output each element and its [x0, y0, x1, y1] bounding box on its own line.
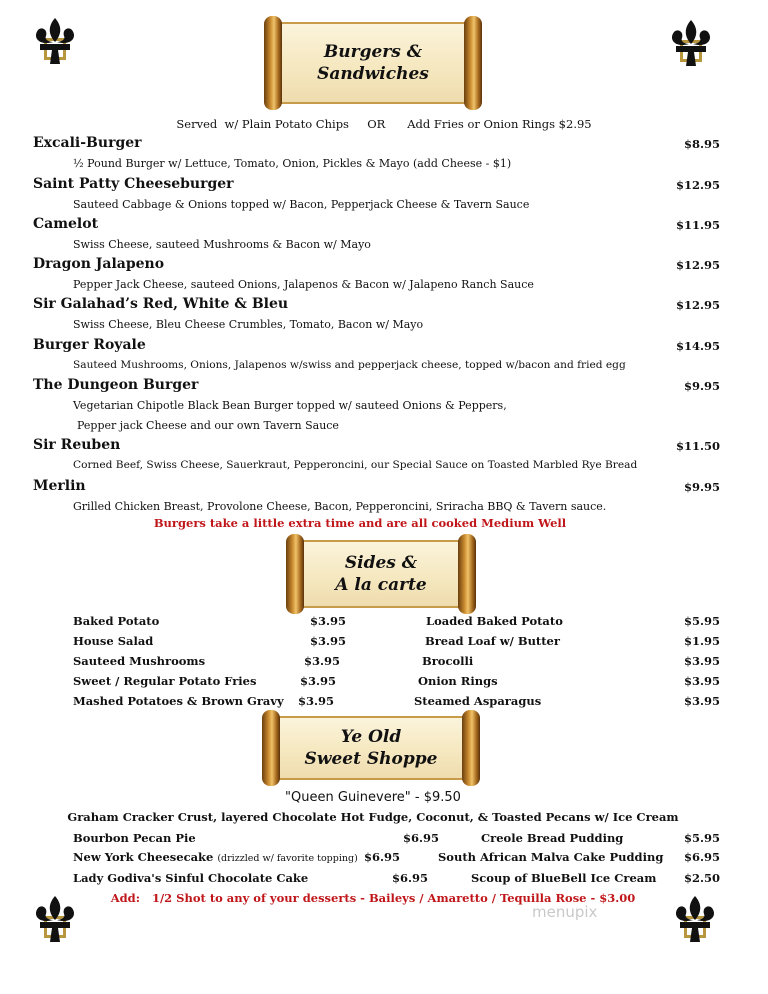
dessert-addon-note: Add: 1/2 Shot to any of your desserts - Baileys / Amaretto / Tequilla Rose - $3.00 — [110, 891, 636, 905]
dessert-item-price: $6.95 — [683, 850, 720, 864]
menu-item-price: $12.95 — [675, 178, 720, 192]
dessert-item-price: $6.95 — [364, 850, 401, 864]
dessert-item-price: $6.95 — [403, 831, 440, 845]
section-title-line: Burgers & — [323, 42, 423, 62]
menu-item-price: $9.95 — [683, 480, 720, 494]
menu-item-name: The Dungeon Burger — [33, 377, 199, 393]
menu-item-desc: Swiss Cheese, Bleu Cheese Crumbles, Tomato, Bacon w/ Mayo — [73, 318, 424, 331]
menu-item-price: $12.95 — [675, 298, 720, 312]
menu-item-desc: ½ Pound Burger w/ Lettuce, Tomato, Onion, Pickles & Mayo (add Cheese - $1) — [73, 157, 512, 170]
menu-item-name: Sir Reuben — [33, 437, 121, 453]
menu-item-name: Merlin — [33, 478, 86, 494]
side-item-price: $3.95 — [304, 654, 341, 668]
dessert-item-name: Lady Godiva's Sinful Chocolate Cake — [73, 871, 309, 885]
side-item-price: $1.95 — [683, 634, 720, 648]
dessert-item-name: New York Cheesecake (drizzled w/ favorite topping) — [73, 850, 358, 864]
side-item-name: Sweet / Regular Potato Fries — [73, 674, 257, 688]
menu-item-name: Dragon Jalapeno — [33, 256, 165, 272]
menu-item-name: Saint Patty Cheeseburger — [33, 176, 234, 192]
side-item-name: Sauteed Mushrooms — [73, 654, 206, 668]
side-item-name: House Salad — [73, 634, 154, 648]
side-item-price: $3.95 — [683, 694, 720, 708]
dessert-item-name: South African Malva Cake Pudding — [438, 850, 664, 864]
menu-item-desc: Vegetarian Chipotle Black Bean Burger topped w/ sauteed Onions & Peppers, — [73, 399, 507, 412]
feature-dessert-title: "Queen Guinevere" - $9.50 — [285, 790, 461, 805]
menu-item-name: Sir Galahad’s Red, White & Bleu — [33, 296, 289, 312]
feature-dessert-desc: Graham Cracker Crust, layered Chocolate Hot Fudge, Coconut, & Toasted Pecans w/ Ice Cream — [67, 810, 679, 824]
side-item-name: Loaded Baked Potato — [426, 614, 563, 628]
watermark: menupix — [532, 903, 598, 921]
section-title — [316, 534, 446, 614]
section-title-line: Sandwiches — [317, 64, 429, 84]
menu-item-desc: Grilled Chicken Breast, Provolone Cheese, Bacon, Pepperoncini, Sriracha BBQ & Tavern sauce. — [73, 500, 607, 513]
menu-item-name: Camelot — [33, 216, 99, 232]
menu-item-desc: Swiss Cheese, sauteed Mushrooms & Bacon w/ Mayo — [73, 238, 371, 251]
menu-item-price: $11.95 — [675, 218, 720, 232]
side-item-price: $3.95 — [683, 654, 720, 668]
dessert-item-price: $5.95 — [683, 831, 720, 845]
dessert-item-name: Scoup of BlueBell Ice Cream — [471, 871, 657, 885]
fleur-de-lis-icon — [666, 18, 716, 74]
menu-item-desc: Pepper jack Cheese and our own Tavern Sauce — [77, 419, 339, 432]
menu-item-price: $8.95 — [683, 137, 720, 151]
side-item-price: $3.95 — [310, 614, 347, 628]
menu-item-price: $9.95 — [683, 379, 720, 393]
section-title-line: A la carte — [335, 575, 427, 595]
section-title-line: Sweet Shoppe — [304, 749, 438, 769]
dessert-item-price: $2.50 — [683, 871, 720, 885]
sides-banner — [286, 534, 476, 614]
served-note: Served w/ Plain Potato Chips OR Add Fries or Onion Rings $2.95 — [176, 117, 592, 131]
menu-item-name: Excali-Burger — [33, 135, 142, 151]
fleur-de-lis-icon — [30, 16, 80, 72]
section-title — [294, 16, 452, 110]
menu-item-name: Burger Royale — [33, 337, 146, 353]
side-item-name: Bread Loaf w/ Butter — [425, 634, 560, 648]
menu-item-desc: Sauteed Mushrooms, Onions, Jalapenos w/swiss and pepperjack cheese, topped w/bacon and fried egg — [73, 359, 626, 371]
side-item-price: $3.95 — [310, 634, 347, 648]
side-item-name: Baked Potato — [73, 614, 160, 628]
menu-item-desc: Sauteed Cabbage & Onions topped w/ Bacon, Pepperjack Cheese & Tavern Sauce — [73, 198, 530, 211]
side-item-name: Steamed Asparagus — [414, 694, 542, 708]
menu-item-price: $12.95 — [675, 258, 720, 272]
menu-item-desc: Pepper Jack Cheese, sauteed Onions, Jalapenos & Bacon w/ Jalapeno Ranch Sauce — [73, 278, 534, 291]
section-title-line: Ye Old — [340, 727, 402, 747]
dessert-item-note: (drizzled w/ favorite topping) — [217, 853, 358, 864]
menu-item-price: $14.95 — [675, 339, 720, 353]
sweets-banner — [262, 710, 480, 786]
menu-item-desc: Corned Beef, Swiss Cheese, Sauerkraut, Pepperoncini, our Special Sauce on Toasted Marbled Rye Bread — [73, 459, 638, 471]
section-title — [292, 710, 450, 786]
side-item-price: $5.95 — [683, 614, 720, 628]
side-item-name: Brocolli — [422, 654, 474, 668]
burgers-banner — [264, 16, 482, 110]
side-item-price: $3.95 — [300, 674, 337, 688]
side-item-price: $3.95 — [298, 694, 335, 708]
section-title-line: Sides & — [344, 553, 418, 573]
dessert-item-name: Creole Bread Pudding — [481, 831, 624, 845]
side-item-price: $3.95 — [683, 674, 720, 688]
burgers-footnote: Burgers take a little extra time and are all cooked Medium Well — [153, 516, 567, 530]
menu-item-price: $11.50 — [675, 439, 720, 453]
side-item-name: Mashed Potatoes & Brown Gravy — [73, 694, 284, 708]
side-item-name: Onion Rings — [418, 674, 498, 688]
dessert-item-price: $6.95 — [392, 871, 429, 885]
dessert-item-name: Bourbon Pecan Pie — [73, 831, 196, 845]
